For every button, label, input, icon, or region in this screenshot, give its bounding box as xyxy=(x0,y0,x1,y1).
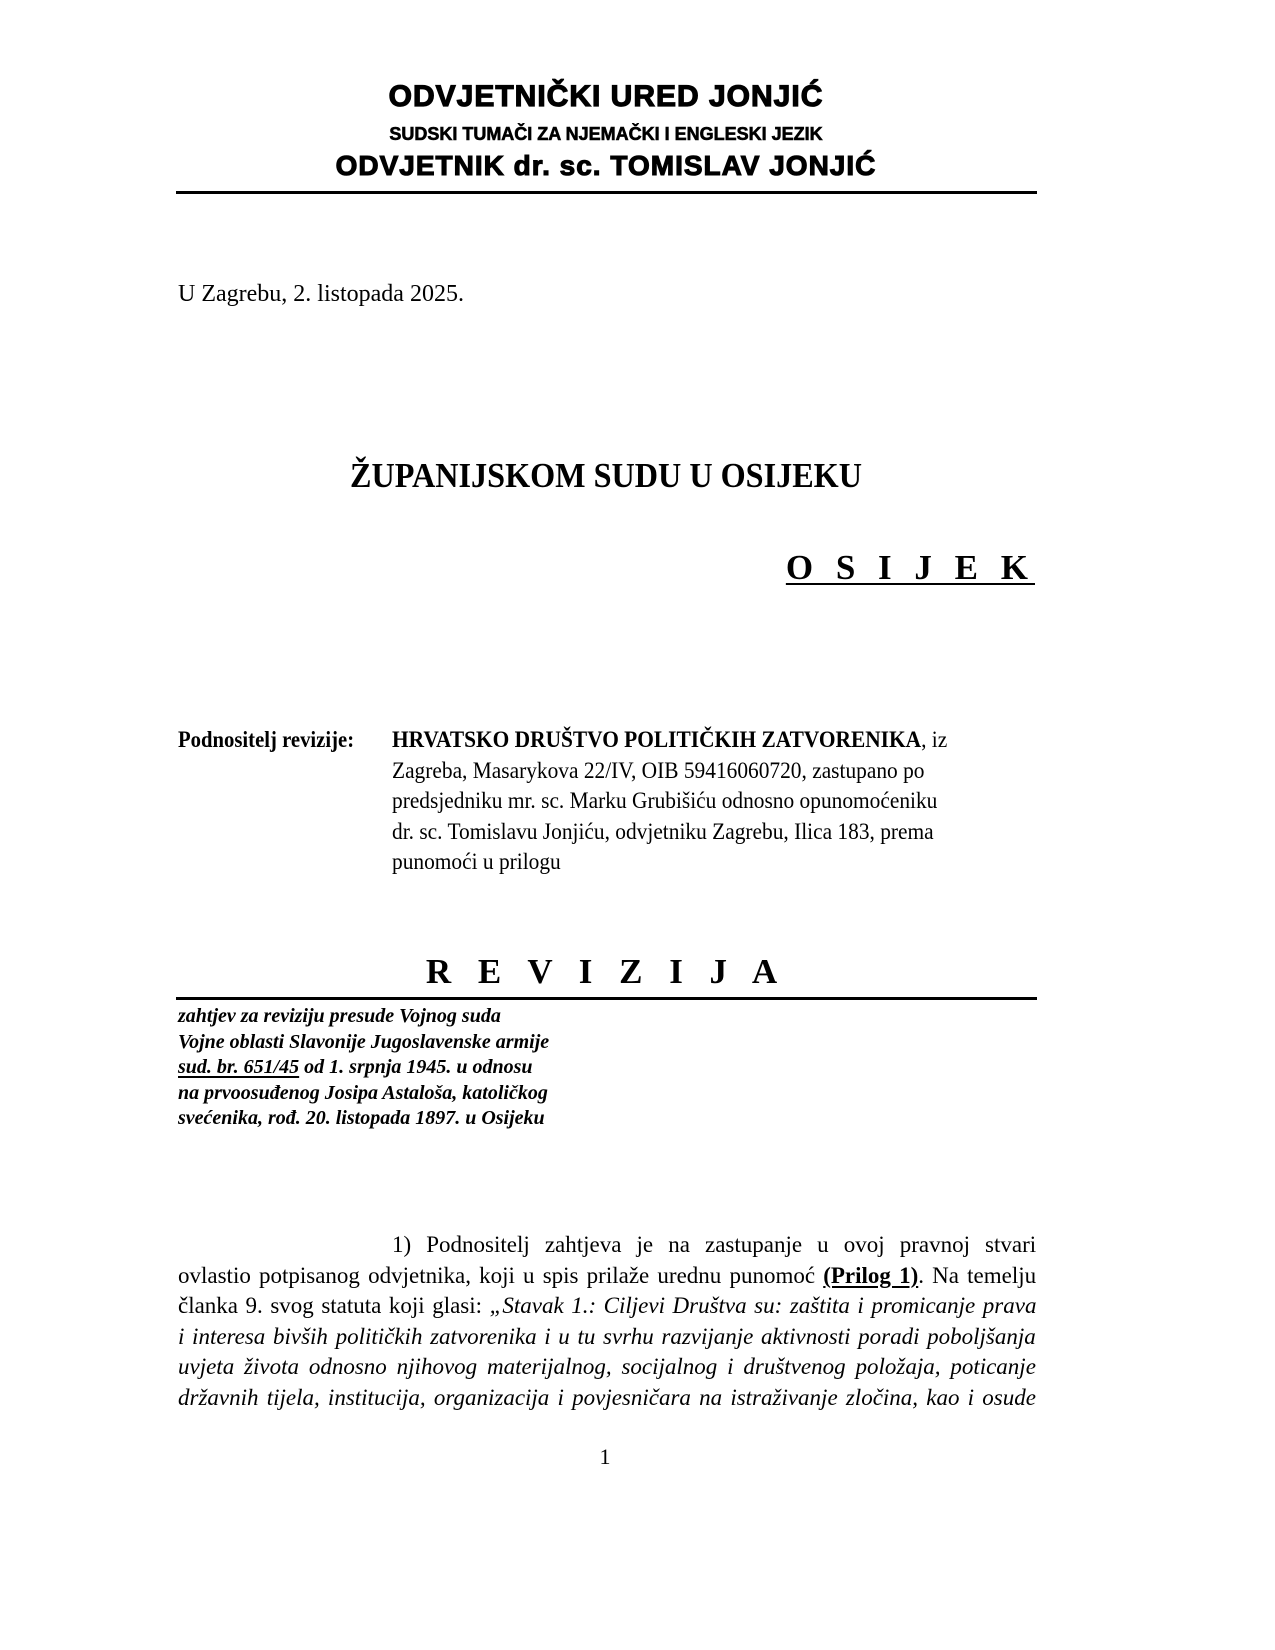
statute-quote: i interesa bivših političkih zatvorenika i u tu svrhu razvijanje aktivnosti poradi poboljšanja xyxy=(178,1323,1036,1349)
party-line: predsjedniku mr. sc. Marku Grubišiću odnosno opunomoćeniku xyxy=(392,788,938,813)
party-line: Zagreba, Masarykova 22/IV, OIB 59416060720, zastupano po xyxy=(392,757,925,783)
document-title: R E V I Z I J A xyxy=(425,952,787,991)
body-paragraph xyxy=(178,1230,1036,1413)
case-number: sud. br. 651/45 xyxy=(178,1056,300,1078)
subject-block xyxy=(178,1004,638,1132)
body-text: članka 9. svog statuta koji glasi: xyxy=(178,1293,490,1318)
statute-quote: državnih tijela, institucija, organizacija i povjesničara na istraživanje zločina, kao i osude xyxy=(178,1384,1036,1410)
body-line xyxy=(178,1261,1036,1292)
subject-line: na prvoosuđenog Josipa Astaloša, katoličkog xyxy=(178,1081,548,1104)
letterhead-divider xyxy=(176,191,1037,194)
body-line xyxy=(178,1322,1036,1353)
body-text: ovlastio potpisanog odvjetnika, koji u spis prilaže urednu punomoć xyxy=(178,1262,824,1288)
party-line: dr. sc. Tomislavu Jonjiću, odvjetniku Zagrebu, Ilica 183, prema xyxy=(392,818,934,844)
page-number: 1 xyxy=(599,1444,611,1469)
subject-line-rest: od 1. srpnja 1945. u odnosu xyxy=(299,1056,533,1078)
subject-line: zahtjev za reviziju presude Vojnog suda xyxy=(178,1005,501,1027)
body-text: . Na temelju xyxy=(918,1262,1037,1288)
attachment-reference: (Prilog 1) xyxy=(823,1262,919,1288)
party-details xyxy=(392,725,997,878)
body-line xyxy=(178,1291,1036,1322)
party-line-name xyxy=(392,725,997,756)
addressee-city: O S I J E K xyxy=(785,548,1035,587)
addressee-court: ŽUPANIJSKOM SUDU U OSIJEKU xyxy=(350,456,862,495)
body-line xyxy=(178,1383,1036,1414)
party-name-suffix: , iz xyxy=(921,727,948,752)
subject-line: svećenika, rođ. 20. listopada 1897. u Osijeku xyxy=(178,1107,545,1129)
letterhead-translators: SUDSKI TUMAČI ZA NJEMAČKI I ENGLESKI JEZIK xyxy=(389,124,823,144)
title-divider xyxy=(176,997,1037,1000)
letterhead-attorney: ODVJETNIK dr. sc. TOMISLAV JONJIĆ xyxy=(335,150,877,181)
statute-quote: „Stavak 1.: Ciljevi Društva su: zaštita i promicanje prava xyxy=(489,1293,1037,1318)
subject-line: Vojne oblasti Slavonije Jugoslavenske armije xyxy=(178,1030,550,1053)
subject-line xyxy=(178,1055,638,1081)
party-line: punomoći u prilogu xyxy=(392,849,561,874)
letterhead-firm-name: ODVJETNIČKI URED JONJIĆ xyxy=(388,80,824,113)
body-line xyxy=(178,1352,1036,1383)
party-label: Podnositelj revizije: xyxy=(178,727,355,752)
statute-quote: uvjeta života odnosno njihovog materijalnog, socijalnog i društvenog položaja, poticanje xyxy=(178,1354,1036,1379)
body-line: 1) Podnositelj zahtjeva je na zastupanje u ovoj pravnoj stvari xyxy=(392,1232,1037,1257)
party-name: HRVATSKO DRUŠTVO POLITIČKIH ZATVORENIKA xyxy=(392,727,922,752)
date-line: U Zagrebu, 2. listopada 2025. xyxy=(178,281,464,307)
